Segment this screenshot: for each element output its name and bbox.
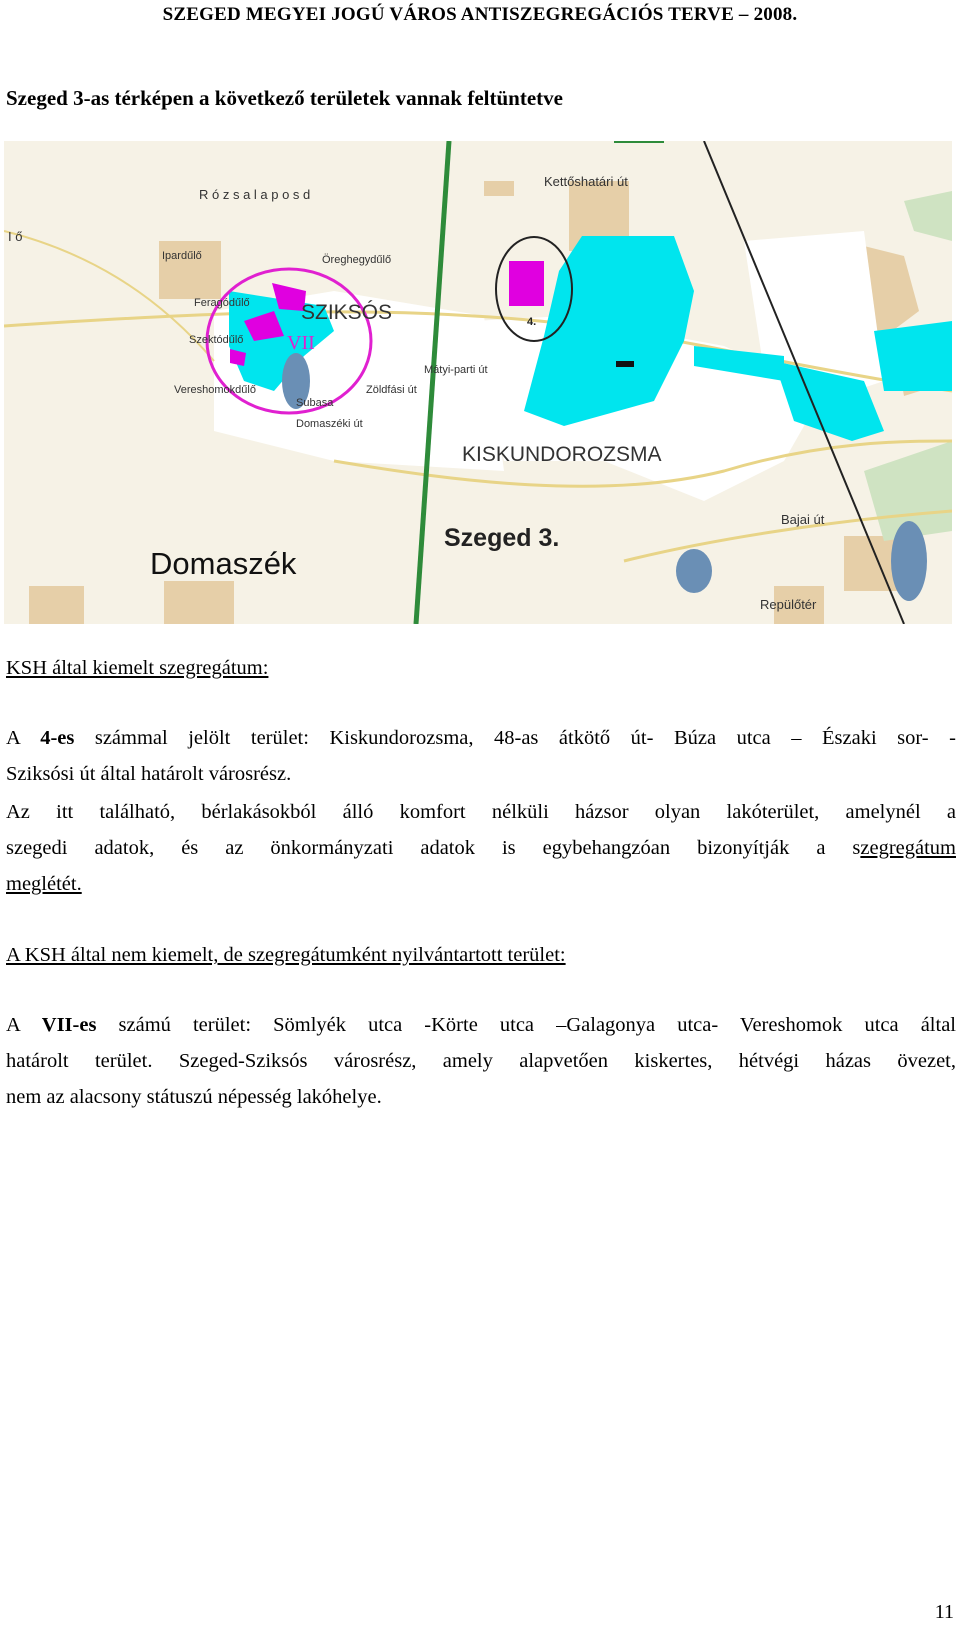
label-bajai: Bajai út xyxy=(781,512,825,527)
building-dark xyxy=(616,361,634,367)
p2-underlined: zegregátum xyxy=(860,837,956,859)
p1-bold: 4-es xyxy=(40,727,75,749)
label-matyi: Mátyi-parti út xyxy=(424,364,488,376)
page-header: SZEGED MEGYEI JOGÚ VÁROS ANTISZEGREGÁCIÓS TERVE – 2008. xyxy=(162,4,798,25)
map-figure xyxy=(4,141,952,624)
label-vii: VII xyxy=(287,332,315,354)
p1-pre: A xyxy=(6,727,41,749)
field-bottom-left xyxy=(29,586,84,624)
paragraph-3-line-2: határolt terület. Szeged-Sziksós városrész, amely alapvetően kiskertes, hétvégi házas övezet, xyxy=(6,1050,956,1072)
field-small xyxy=(484,181,514,196)
page-number: 11 xyxy=(934,1601,954,1623)
label-domaszeki: Domaszéki út xyxy=(296,418,363,430)
p2-pre: szegedi adatok, és az önkormányzati adatok is egybehangzóan bizonyítják a s xyxy=(6,837,861,859)
p1-rest: számmal jelölt terület: Kiskundorozsma, 48-as átkötő út- Búza utca – Északi sor- - xyxy=(74,727,956,749)
label-kettoshatari: Kettőshatári út xyxy=(544,174,628,189)
p3-pre: A xyxy=(6,1014,42,1036)
label-szekto: Szektódűlő xyxy=(189,334,244,346)
label-domaszek: Domaszék xyxy=(150,546,297,581)
map-caption: Szeged 3-as térképen a következő területek vannak feltüntetve xyxy=(6,86,563,110)
paragraph-3-line-3: nem az alacsony státuszú népesség lakóhelye. xyxy=(6,1086,382,1108)
paragraph-2-line-1: Az itt található, bérlakásokból álló komfort nélküli házsor olyan lakóterület, amelynél a xyxy=(6,801,956,823)
label-feragodulo: Feragódűlő xyxy=(194,297,250,309)
label-oreghegy: Öreghegydűlő xyxy=(322,254,392,266)
paragraph-2-line-2 xyxy=(6,830,956,866)
label-side-i: I ő xyxy=(8,229,23,244)
label-sziksos: SZIKSÓS xyxy=(301,301,393,324)
label-veres: Vereshomokdűlő xyxy=(174,384,256,396)
label-repulo: Repülőtér xyxy=(760,597,817,612)
residential-far-east xyxy=(874,321,952,391)
ksh-heading: KSH által kiemelt szegregátum: xyxy=(6,657,269,679)
label-4: 4. xyxy=(527,316,537,328)
nonksh-heading: A KSH által nem kiemelt, de szegregátumként nyilvántartott terület: xyxy=(6,944,566,966)
paragraph-1-line-1 xyxy=(6,720,956,756)
water-south xyxy=(676,549,712,593)
label-kiskundorozsma: KISKUNDOROZSMA xyxy=(462,443,662,466)
label-rozsalapos: R ó z s a l a p o s d xyxy=(199,187,311,202)
paragraph-1-line-2: Sziksósi út által határolt városrész. xyxy=(6,763,292,785)
label-zoldfasi: Zöldfási út xyxy=(366,384,417,396)
label-szeged3: Szeged 3. xyxy=(444,524,560,552)
water-east xyxy=(891,521,927,601)
p3-bold: VII-es xyxy=(41,1014,97,1036)
p3-rest: számú terület: Sömlyék utca -Körte utca –Galagonya utca- Vereshomok utca által xyxy=(96,1014,956,1036)
highlight-area-4 xyxy=(509,261,544,306)
paragraph-3-line-1 xyxy=(6,1007,956,1043)
label-subasa: Subasa xyxy=(296,397,334,409)
label-ipartelep: Ipardűlő xyxy=(162,250,202,262)
field-bottom xyxy=(164,581,234,624)
paragraph-2-line-3: meglétét. xyxy=(6,873,82,895)
